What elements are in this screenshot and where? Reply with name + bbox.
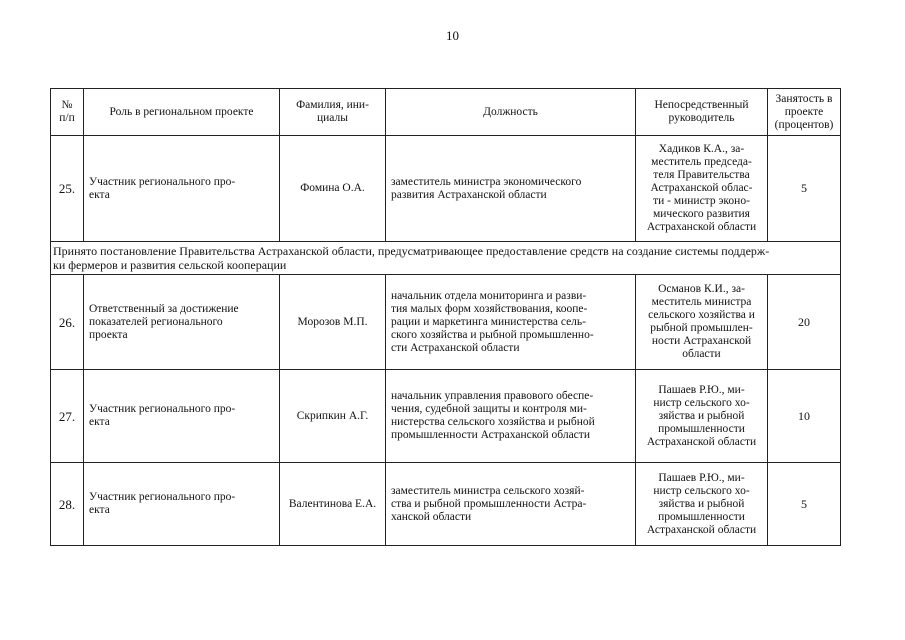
row-position: начальник управления правового обеспе- чения, судебной защиты и контроля ми- нистерства сельского хозяйства и рыбной промышленности Астраханской области (386, 370, 636, 463)
header-role (84, 89, 280, 136)
row-number: 27. (51, 370, 84, 463)
row-supervisor: Пашаев Р.Ю., ми- нистр сельского хо- зяйства и рыбной промышленности Астраханской области (636, 463, 768, 546)
row-name: Валентинова Е.А. (280, 463, 386, 546)
project-roles-table (50, 88, 841, 546)
row-name: Фомина О.А. (280, 136, 386, 242)
row-position: заместитель министра экономического развития Астраханской области (386, 136, 636, 242)
row-employment: 10 (768, 370, 841, 463)
row-number: 26. (51, 275, 84, 370)
row-supervisor: Хадиков К.А., за- меститель председа- теля Правительства Астраханской облас- ти - министр эконо- мического развития Астраханской области (636, 136, 768, 242)
row-name: Морозов М.П. (280, 275, 386, 370)
header-name-text: Фамилия, ини- циалы (296, 99, 369, 124)
header-employment-text: Занятость в проекте (процентов) (774, 92, 834, 131)
row-position: начальник отдела мониторинга и разви- тия малых форм хозяйствования, коопе- рации и маркетинга министерства сель- ского хозяйства и рыбной промышленно- сти Астраханской области (386, 275, 636, 370)
row-employment: 5 (768, 136, 841, 242)
page-number: 10 (446, 28, 459, 43)
section-note-row (51, 242, 841, 275)
row-role: Ответственный за достижение показателей регионального проекта (84, 275, 280, 370)
table-row (51, 370, 841, 463)
row-name: Скрипкин А.Г. (280, 370, 386, 463)
header-num (51, 89, 84, 136)
header-employment (768, 89, 841, 136)
table-row (51, 275, 841, 370)
row-role: Участник регионального про- екта (84, 463, 280, 546)
row-supervisor: Пашаев Р.Ю., ми- нистр сельского хо- зяйства и рыбной промышленности Астраханской области (636, 370, 768, 463)
table-header-row (51, 89, 841, 136)
header-role-text: Роль в региональном проекте (109, 105, 254, 118)
row-employment: 20 (768, 275, 841, 370)
row-number: 25. (51, 136, 84, 242)
header-position-text: Должность (483, 105, 538, 118)
section-note: Принято постановление Правительства Астраханской области, предусматривающее предоставление средств на создание системы поддерж- ки фермеров и развития сельской кооперации (51, 242, 841, 275)
row-role: Участник регионального про- екта (84, 136, 280, 242)
row-supervisor: Османов К.И., за- меститель министра сельского хозяйства и рыбной промышлен- ности Астраханской области (636, 275, 768, 370)
header-supervisor (636, 89, 768, 136)
row-number: 28. (51, 463, 84, 546)
header-name (280, 89, 386, 136)
row-role: Участник регионального про- екта (84, 370, 280, 463)
header-supervisor-text: Непосредственный руководитель (654, 99, 749, 124)
row-employment: 5 (768, 463, 841, 546)
table-row (51, 463, 841, 546)
row-position: заместитель министра сельского хозяй- ства и рыбной промышленности Астра- ханской области (386, 463, 636, 546)
header-num-text: № п/п (59, 99, 75, 124)
header-position (386, 89, 636, 136)
table-row (51, 136, 841, 242)
